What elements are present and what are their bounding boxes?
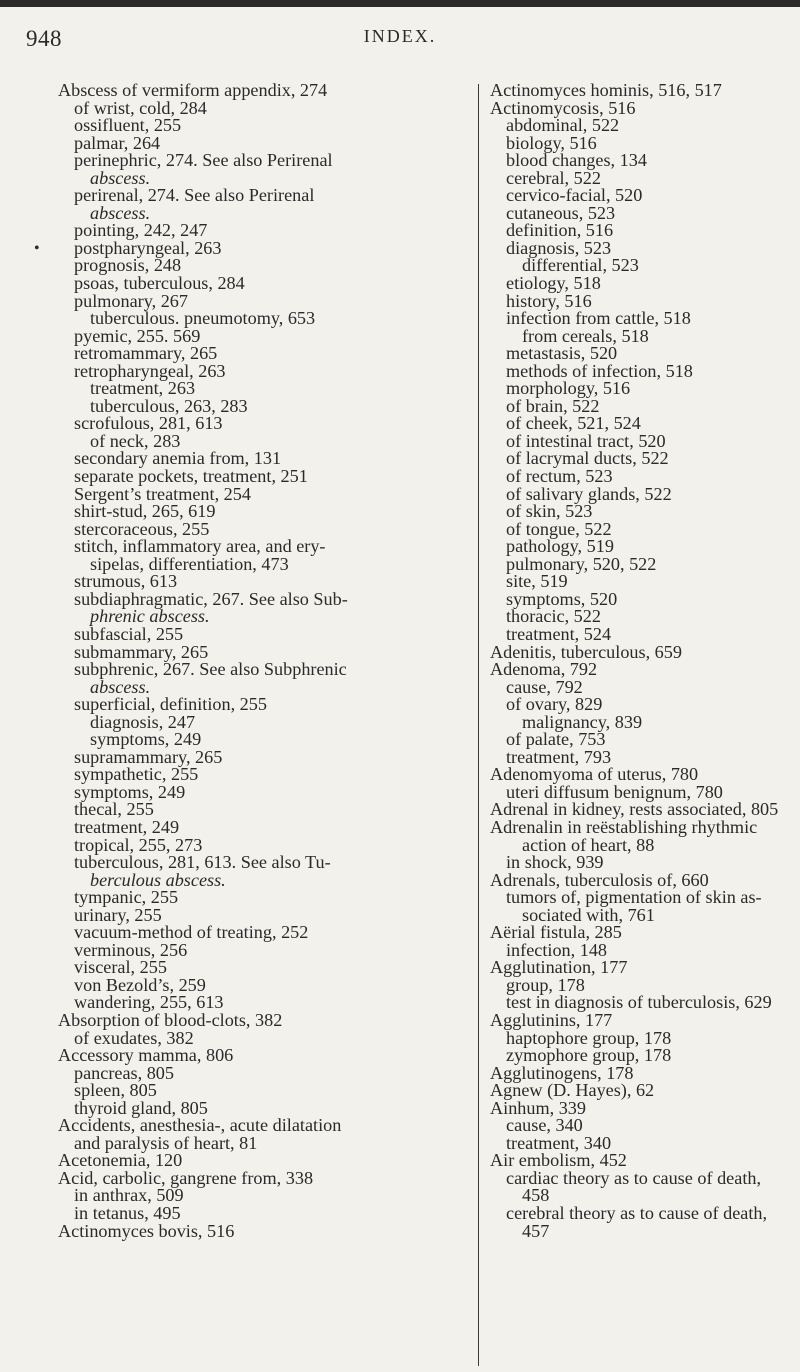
index-entry: treatment, 340 (506, 1132, 612, 1153)
index-entry: sociated with, 761 (522, 904, 655, 925)
left-index-column (58, 82, 470, 1240)
index-entry: in anthrax, 509 (74, 1185, 184, 1206)
index-entry: 457 (522, 1220, 550, 1241)
index-entry: of skin, 523 (506, 501, 593, 522)
index-entry: haptophore group, 178 (506, 1027, 672, 1048)
index-entry: tuberculous, 281, 613. See also Tu- (74, 852, 331, 873)
index-entry: sipelas, differentiation, 473 (90, 553, 289, 574)
index-entry: of cheek, 521, 524 (506, 413, 641, 434)
index-entry: metastasis, 520 (506, 343, 618, 364)
index-entry: perirenal, 274. See also Perirenal (74, 185, 315, 206)
index-entry: wandering, 255, 613 (74, 992, 224, 1013)
index-entry: Adrenalin in reëstablishing rhythmic (490, 816, 758, 837)
top-rule (0, 0, 800, 7)
index-entry: supramammary, 265 (74, 746, 223, 767)
index-entry: berculous abscess. (90, 869, 226, 890)
index-entry: vacuum-method of treating, 252 (74, 922, 309, 943)
index-entry: site, 519 (506, 571, 568, 592)
index-entry: of intestinal tract, 520 (506, 430, 666, 451)
index-entry: cause, 340 (506, 1115, 583, 1136)
index-entry: Adenomyoma of uterus, 780 (490, 764, 699, 785)
index-entry: Sergent’s treatment, 254 (74, 483, 251, 504)
index-entry: uteri diffusum benignum, 780 (506, 781, 723, 802)
index-entry: abscess. (90, 167, 151, 188)
index-entry: of neck, 283 (90, 430, 181, 451)
index-entry: tuberculous, 263, 283 (90, 395, 248, 416)
index-entry: symptoms, 249 (90, 729, 202, 750)
index-entry: Agglutination, 177 (490, 957, 628, 978)
column-divider (478, 84, 479, 1366)
index-entry: of ovary, 829 (506, 694, 603, 715)
index-entry: treatment, 263 (90, 378, 196, 399)
index-entry: sympathetic, 255 (74, 764, 199, 785)
index-entry: history, 516 (506, 290, 592, 311)
index-entry: subfascial, 255 (74, 623, 184, 644)
index-entry: visceral, 255 (74, 957, 167, 978)
index-entry: separate pockets, treatment, 251 (74, 466, 308, 487)
index-entry: pathology, 519 (506, 536, 614, 557)
index-entry: of tongue, 522 (506, 518, 612, 539)
index-entry: of exudates, 382 (74, 1027, 194, 1048)
index-entry: Accidents, anesthesia-, acute dilatation (58, 1115, 342, 1136)
index-entry: action of heart, 88 (522, 834, 655, 855)
index-entry: superficial, definition, 255 (74, 694, 267, 715)
index-entry: pyemic, 255. 569 (74, 325, 201, 346)
index-entry: pulmonary, 267 (74, 290, 188, 311)
index-entry: abscess. (90, 202, 151, 223)
index-entry: of rectum, 523 (506, 466, 613, 487)
index-entry: treatment, 793 (506, 746, 612, 767)
index-entry: subdiaphragmatic, 267. See also Sub- (74, 588, 348, 609)
index-entry: Accessory mamma, 806 (58, 1045, 234, 1066)
index-entry: biology, 516 (506, 132, 597, 153)
index-entry: treatment, 249 (74, 816, 180, 837)
index-entry: from cereals, 518 (522, 325, 649, 346)
page-header (0, 14, 800, 54)
index-entry: Actinomycosis, 516 (490, 97, 636, 118)
index-entry: Adenitis, tuberculous, 659 (490, 641, 682, 662)
index-entry: tympanic, 255 (74, 887, 179, 908)
index-entry: cutaneous, 523 (506, 202, 616, 223)
index-entry: verminous, 256 (74, 939, 188, 960)
index-entry: abdominal, 522 (506, 115, 620, 136)
index-entry: retromammary, 265 (74, 343, 218, 364)
index-entry: and paralysis of heart, 81 (74, 1132, 258, 1153)
index-entry: group, 178 (506, 974, 585, 995)
index-entry: spleen, 805 (74, 1080, 157, 1101)
index-entry: pancreas, 805 (74, 1062, 174, 1083)
index-entry: of brain, 522 (506, 395, 600, 416)
index-entry: in shock, 939 (506, 852, 604, 873)
index-entry: Actinomyces bovis, 516 (58, 1220, 235, 1241)
index-entry: cerebral theory as to cause of death, (506, 1203, 768, 1223)
index-entry: Adenoma, 792 (490, 659, 598, 680)
index-entry: secondary anemia from, 131 (74, 448, 282, 469)
index-entry: subphrenic, 267. See also Subphrenic (74, 659, 347, 680)
page-number: 948 (26, 26, 62, 51)
index-entry: etiology, 518 (506, 273, 601, 294)
index-entry: Agnew (D. Hayes), 62 (490, 1080, 655, 1101)
index-entry: pointing, 242, 247 (74, 220, 208, 241)
index-entry: tuberculous. pneumotomy, 653 (90, 308, 316, 329)
index-entry: of wrist, cold, 284 (74, 97, 207, 118)
index-entry: ossifluent, 255 (74, 115, 182, 136)
index-entry: phrenic abscess. (90, 606, 210, 627)
index-entry: Air embolism, 452 (490, 1150, 627, 1171)
index-entry: shirt-stud, 265, 619 (74, 501, 216, 522)
index-entry: in tetanus, 495 (74, 1203, 181, 1223)
index-entry: malignancy, 839 (522, 711, 643, 732)
index-entry: perinephric, 274. See also Perirenal (74, 150, 333, 171)
index-entry: definition, 516 (506, 220, 614, 241)
index-entry: Acid, carbolic, gangrene from, 338 (58, 1167, 314, 1188)
index-entry: of palate, 753 (506, 729, 606, 750)
index-entry: von Bezold’s, 259 (74, 974, 206, 995)
index-entry: Adrenals, tuberculosis of, 660 (490, 869, 709, 890)
index-entry: scrofulous, 281, 613 (74, 413, 223, 434)
bullet-mark: • (34, 240, 40, 257)
index-entry: Agglutinogens, 178 (490, 1062, 634, 1083)
index-entry: Adrenal in kidney, rests associated, 805 (490, 799, 779, 820)
index-entry: stitch, inflammatory area, and ery- (74, 536, 326, 557)
index-entry: infection from cattle, 518 (506, 308, 691, 329)
index-entry: abscess. (90, 676, 151, 697)
index-entry: test in diagnosis of tuberculosis, 629 (506, 992, 772, 1013)
index-entry: of lacrymal ducts, 522 (506, 448, 669, 469)
right-index-column (490, 82, 795, 1240)
page-title: INDEX. (363, 26, 437, 46)
index-entry: Absorption of blood-clots, 382 (58, 1009, 283, 1030)
index-entry: Acetonemia, 120 (58, 1150, 183, 1171)
index-entry: cause, 792 (506, 676, 583, 697)
index-entry: urinary, 255 (74, 904, 162, 925)
index-entry: diagnosis, 523 (506, 237, 612, 258)
index-entry: diagnosis, 247 (90, 711, 196, 732)
index-entry: thecal, 255 (74, 799, 154, 820)
index-entry: postpharyngeal, 263 (74, 237, 222, 258)
index-entry: cardiac theory as to cause of death, (506, 1167, 762, 1188)
index-entry: differential, 523 (522, 255, 639, 276)
index-entry: Actinomyces hominis, 516, 517 (490, 80, 722, 100)
index-entry: strumous, 613 (74, 571, 178, 592)
index-entry: zymophore group, 178 (506, 1045, 672, 1066)
index-entry: retropharyngeal, 263 (74, 360, 226, 381)
index-entry: pulmonary, 520, 522 (506, 553, 657, 574)
index-entry: Ainhum, 339 (490, 1097, 586, 1118)
index-entry: treatment, 524 (506, 623, 612, 644)
index-entry: tumors of, pigmentation of skin as- (506, 887, 762, 908)
index-entry: tropical, 255, 273 (74, 834, 203, 855)
index-entry: of salivary glands, 522 (506, 483, 672, 504)
index-entry: psoas, tuberculous, 284 (74, 273, 245, 294)
index-entry: morphology, 516 (506, 378, 631, 399)
index-entry: methods of infection, 518 (506, 360, 693, 381)
index-entry: 458 (522, 1185, 550, 1206)
index-entry: symptoms, 520 (506, 588, 618, 609)
index-entry: Agglutinins, 177 (490, 1009, 613, 1030)
index-entry: symptoms, 249 (74, 781, 186, 802)
index-entry: prognosis, 248 (74, 255, 182, 276)
index-entry: cerebral, 522 (506, 167, 601, 188)
index-entry: Aërial fistula, 285 (490, 922, 622, 943)
index-entry: cervico-facial, 520 (506, 185, 643, 206)
index-entry: palmar, 264 (74, 132, 161, 153)
index-entry: thyroid gland, 805 (74, 1097, 208, 1118)
index-entry: thoracic, 522 (506, 606, 601, 627)
index-entry: stercoraceous, 255 (74, 518, 210, 539)
index-entry: submammary, 265 (74, 641, 209, 662)
index-entry: Abscess of vermiform appendix, 274 (58, 80, 328, 100)
index-entry: infection, 148 (506, 939, 608, 960)
index-entry: blood changes, 134 (506, 150, 647, 171)
